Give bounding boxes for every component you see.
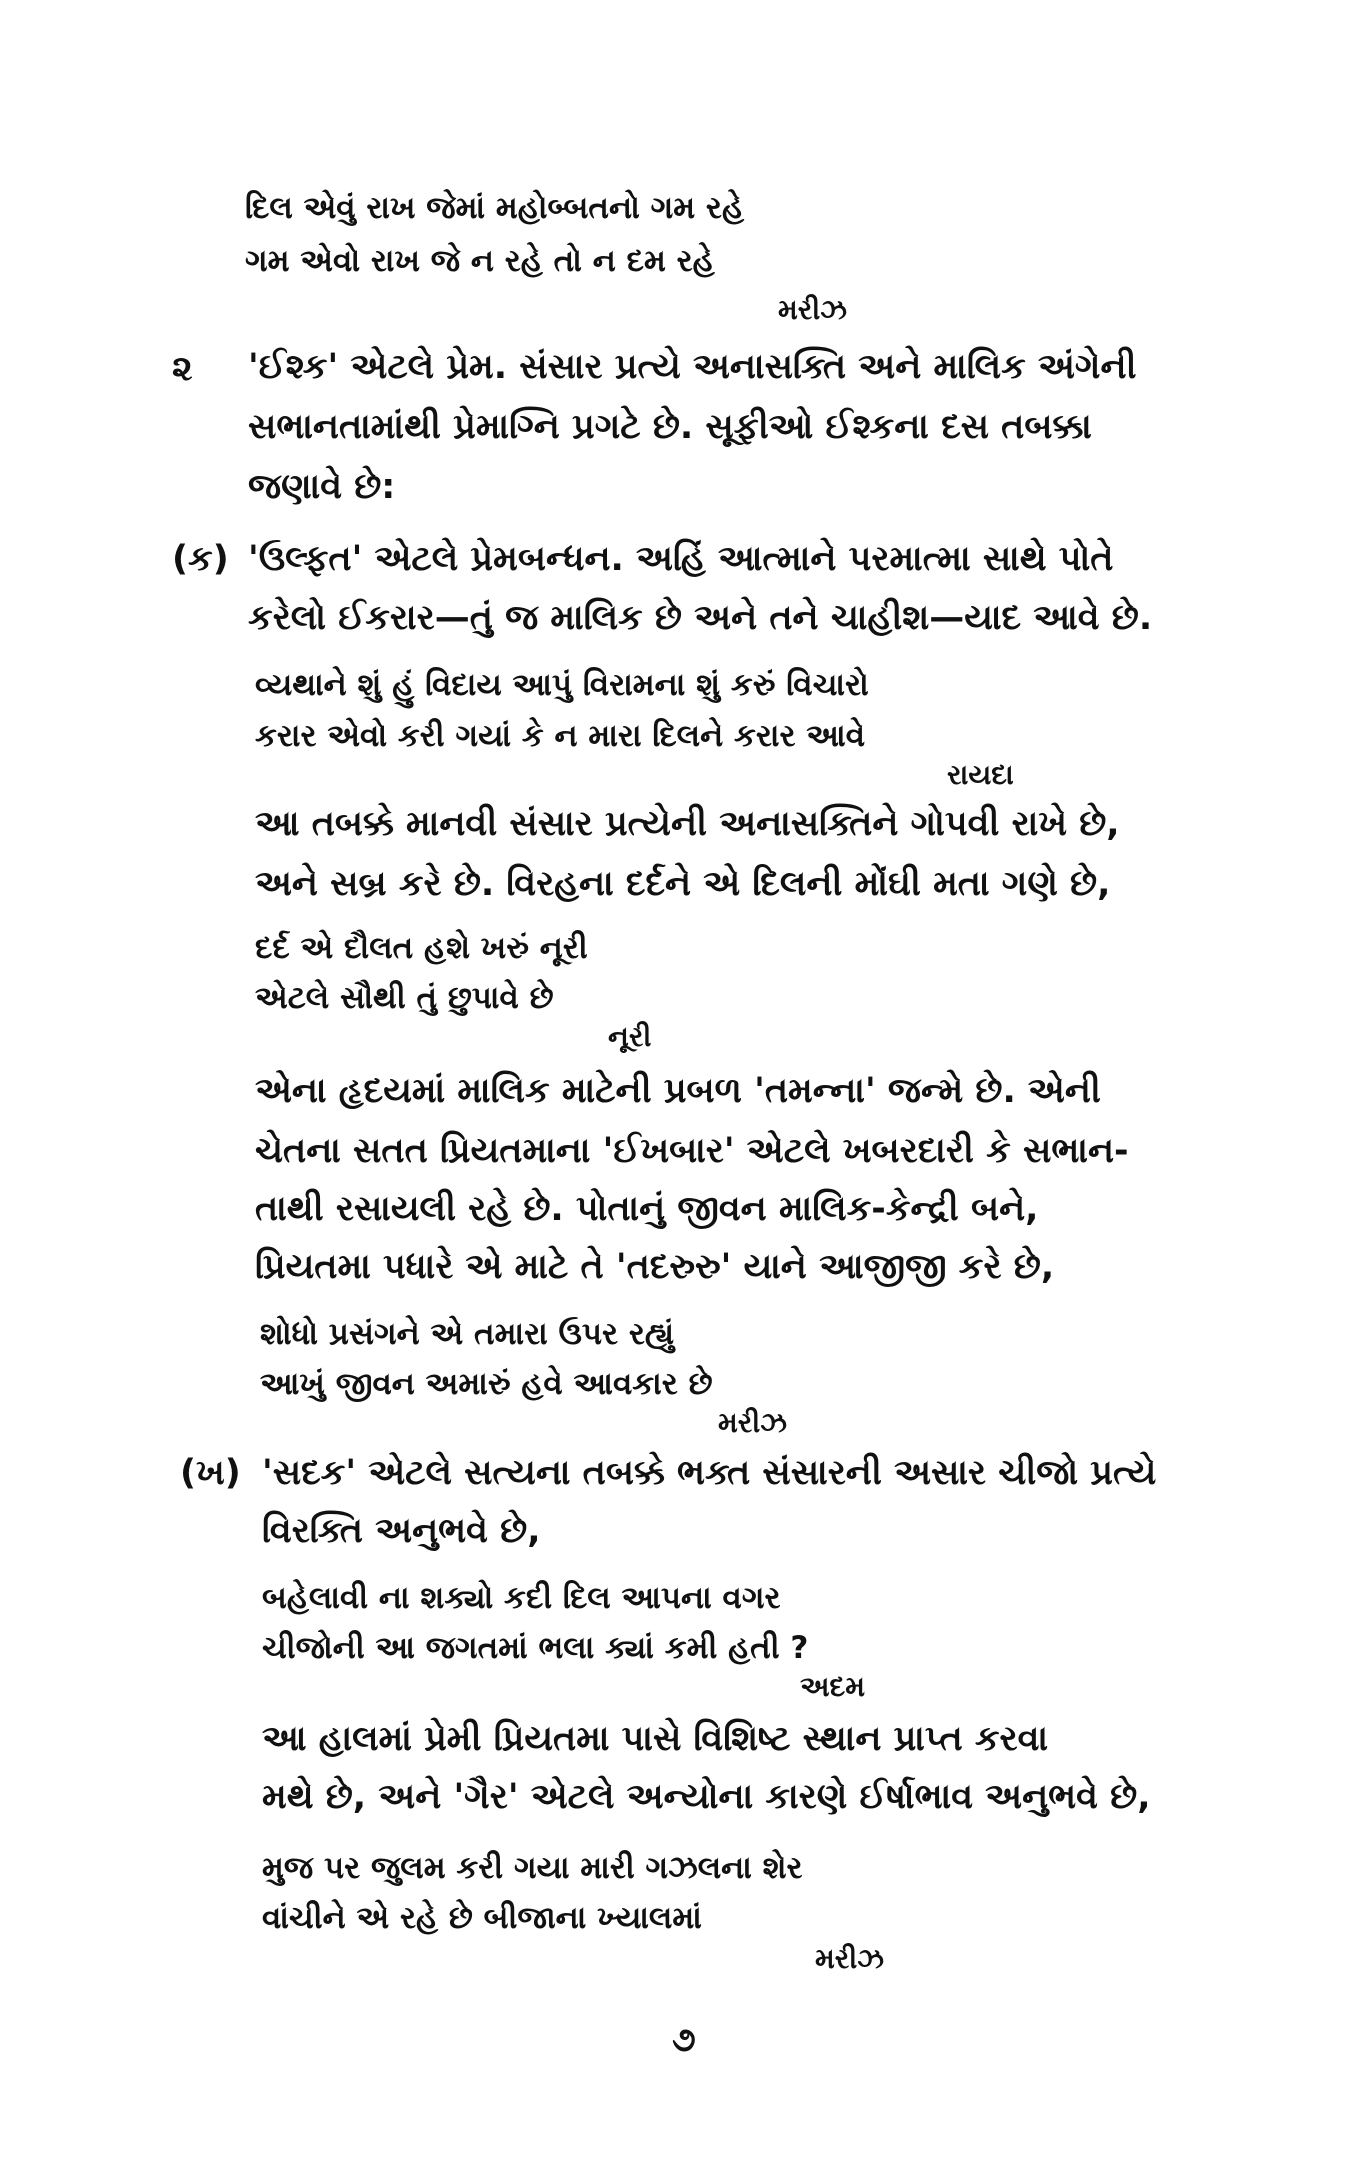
para3-line-2: અને સબ્ર કરે છે. વિરહના દર્દને એ દિલની મોંઘી મતા ગણે છે, <box>255 864 1111 904</box>
para-kha-line-2: વિરક્તિ અનુભવે છે, <box>262 1511 541 1551</box>
para5-line-2: મથે છે, અને 'ગૈર' એટલે અન્યોના કારણે ઈર્ષાભાવ અનુભવે છે, <box>262 1777 1151 1817</box>
poem4-poet: મરીઝ <box>718 1406 787 1439</box>
para-kha-marker: (ખ) <box>180 1453 241 1493</box>
para-ka-marker: (ક) <box>172 539 229 579</box>
para4-line-4: પ્રિયતમા પધારે એ માટે તે 'તદરુરુ' યાને આજીજી કરે છે, <box>255 1247 1055 1287</box>
para4-line-2: ચેતના સતત પ્રિયતમાના 'ઈખબાર' એટલે ખબરદારી કે સભાન- <box>255 1131 1129 1171</box>
poem5-line-2: ચીજોની આ જગતમાં ભલા ક્યાં કમી હતી ? <box>262 1630 809 1666</box>
poem1-line-1: દિલ એવું રાખ જેમાં મહોબ્બતનો ગમ રહે <box>245 190 745 226</box>
para2-line-2: સભાનતામાંથી પ્રેમાગ્નિ પ્રગટે છે. સૂફીઓ ઈશ્કના દસ તબક્કા <box>248 407 1092 447</box>
poem2-poet: રાયદા <box>947 758 1014 791</box>
para2-line-1: 'ઈશ્ક' એટલે પ્રેમ. સંસાર પ્રત્યે અનાસક્તિ અને માલિક અંગેની <box>248 347 1137 387</box>
para2-line-3: જણાવે છે: <box>248 467 396 507</box>
poem4-line-2: આખું જીવન અમારું હવે આવકાર છે <box>260 1366 713 1402</box>
poem2-line-2: કરાર એવો કરી ગયાં કે ન મારા દિલને કરાર આવે <box>255 718 866 754</box>
poem5-line-1: બહેલાવી ના શક્યો કદી દિલ આપના વગર <box>262 1580 781 1616</box>
para4-line-1: એના હૃદયમાં માલિક માટેની પ્રબળ 'તમન્ના' જન્મે છે. એની <box>255 1071 1101 1111</box>
poem5-poet: અદમ <box>800 1670 865 1703</box>
poem3-line-1: દર્દ એ દૌલત હશે ખરું નૂરી <box>255 930 588 966</box>
poem3-line-2: એટલે સૌથી તું છુપાવે છે <box>255 980 554 1016</box>
poem6-line-2: વાંચીને એ રહે છે બીજાના ખ્યાલમાં <box>262 1900 702 1936</box>
para4-line-3: તાથી રસાયલી રહે છે. પોતાનું જીવન માલિક-કેન્દ્રી બને, <box>255 1189 1039 1229</box>
poem2-line-1: વ્યથાને શું હું વિદાય આપું વિરામના શું કરું વિચારો <box>255 667 869 703</box>
poem6-poet: મરીઝ <box>815 1942 884 1975</box>
poem4-line-1: શોધો પ્રસંગને એ તમારા ઉપર રહ્યું <box>260 1316 675 1352</box>
para3-line-1: આ તબક્કે માનવી સંસાર પ્રત્યેની અનાસક્તિને ગોપવી રાખે છે, <box>255 804 1120 844</box>
para5-line-1: આ હાલમાં પ્રેમી પ્રિયતમા પાસે વિશિષ્ટ સ્થાન પ્રાપ્ત કરવા <box>262 1719 1049 1759</box>
poem1-line-2: ગમ એવો રાખ જે ન રહે તો ન દમ રહે <box>245 243 715 279</box>
page-number: ૭ <box>672 2020 696 2060</box>
poem6-line-1: મુજ પર જુલમ કરી ગયા મારી ગઝલના શેર <box>262 1850 803 1886</box>
para2-marker: ૨ <box>172 349 193 389</box>
poem3-poet: નૂરી <box>608 1020 652 1053</box>
para-ka-line-1: 'ઉલ્ફત' એટલે પ્રેમબન્ધન. અહિં આત્માને પરમાત્મા સાથે પોતે <box>248 539 1114 579</box>
para-ka-line-2: કરેલો ઈકરાર—તું જ માલિક છે અને તને ચાહીશ—યાદ આવે છે. <box>248 598 1153 638</box>
para-kha-line-1: 'સદક' એટલે સત્યના તબક્કે ભક્ત સંસારની અસાર ચીજો પ્રત્યે <box>262 1453 1157 1493</box>
poem1-poet: મરીઝ <box>778 293 847 326</box>
